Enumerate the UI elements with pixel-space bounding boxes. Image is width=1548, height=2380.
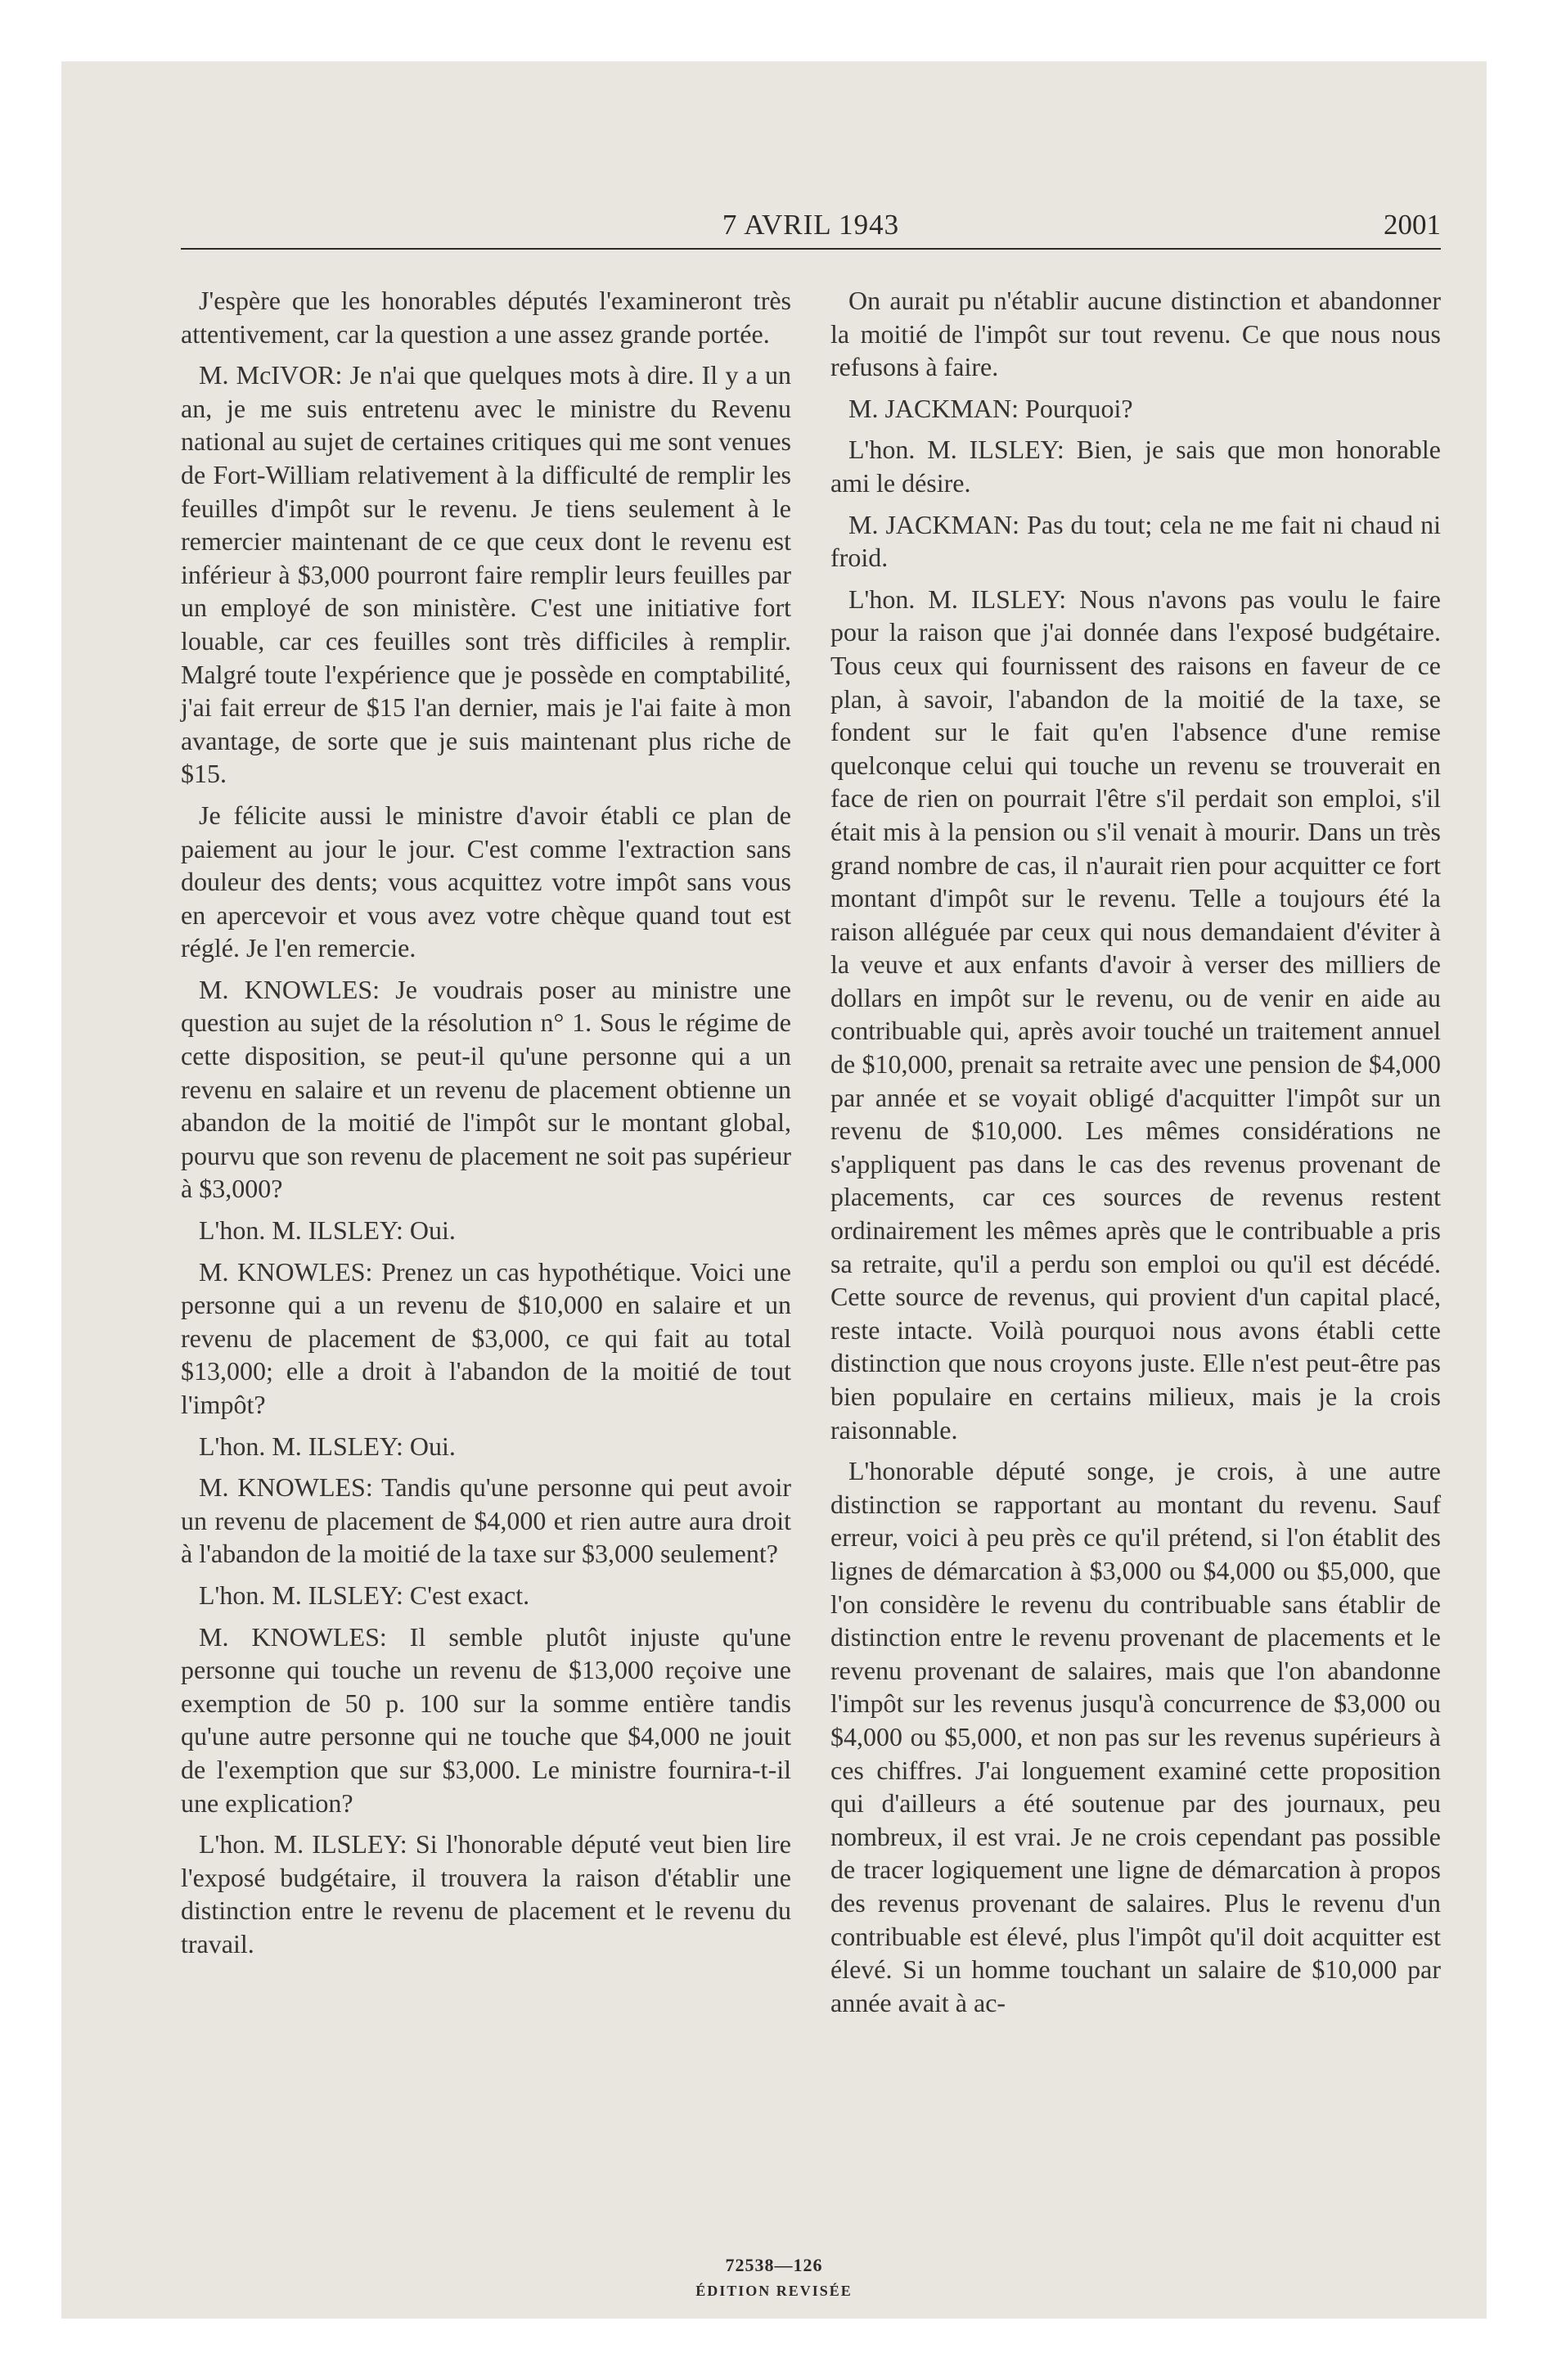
- paragraph: J'espère que les honorables députés l'examineront très attentivement, car la question a une assez grande portée.: [181, 286, 791, 349]
- paragraph: M. KNOWLES: Prenez un cas hypothétique. Voici une personne qui a un revenu de $10,000 en salaire et un revenu de placement de $3,000, ce qui fait au total $13,000; elle a droit à l'abandon de la moitié de tout l'impôt?: [181, 1256, 791, 1419]
- page-footer: [61, 2255, 1487, 2300]
- paragraph: L'hon. M. ILSLEY: Oui.: [199, 1215, 456, 1246]
- paragraph: M. JACKMAN: Pourquoi?: [848, 393, 1133, 423]
- paragraph: Je félicite aussi le ministre d'avoir établi ce plan de paiement au jour le jour. C'est comme l'extraction sans douleur des dents; vous acquittez votre impôt sans vous en apercevoir et vous avez votre chèque quand tout est réglé. Je l'en remercie.: [181, 800, 791, 963]
- paragraph: M. JACKMAN: Pas du tout; cela ne me fait ni chaud ni froid.: [830, 509, 1441, 573]
- paragraph: L'hon. M. ILSLEY: Si l'honorable député veut bien lire l'exposé budgétaire, il trouvera la raison d'établir une distinction entre le revenu de placement et le revenu du travail.: [181, 1829, 791, 1959]
- page-date: 7 AVRIL 1943: [722, 209, 900, 241]
- paragraph: M. KNOWLES: Tandis qu'une personne qui peut avoir un revenu de placement de $4,000 et rien autre aura droit à l'abandon de la moitié de la taxe sur $3,000 seulement?: [181, 1472, 791, 1569]
- edition-label: ÉDITION REVISÉE: [695, 2283, 853, 2299]
- paragraph: L'honorable député songe, je crois, à une autre distinction se rapportant au montant du revenu. Sauf erreur, voici à peu près ce qu'il prétend, si l'on établit des lignes de démarcation à $3,000 ou $4,000 ou $5,000, que l'on considère le revenu du contribuable sans établir de distinction entre le revenu provenant de placements et le revenu provenant de salaires, mais que l'on abandonne l'impôt sur les revenus jusqu'à concurrence de $3,000 ou $4,000 ou $5,000, et non pas sur les revenus supérieurs à ces chiffres. J'ai longuement examiné cette proposition qui d'ailleurs a été soutenue par des journaux, peu nombreux, il est vrai. Je ne crois cependant pas possible de tracer logiquement une ligne de démarcation à propos des revenus provenant de salaires. Plus le revenu d'un contribuable est élevé, plus l'impôt qu'il doit acquitter est élevé. Si un homme touchant un salaire de $10,000 par année avait à ac-: [830, 1456, 1441, 2017]
- paragraph: M. KNOWLES: Je voudrais poser au ministre une question au sujet de la résolution n° 1. Sous le régime de cette disposition, se peut-il qu'une personne qui a un revenu en salaire et un revenu de placement obtienne un abandon de la moitié de l'impôt sur le montant global, pourvu que son revenu de placement ne soit pas supérieur à $3,000?: [181, 974, 791, 1204]
- paragraph: L'hon. M. ILSLEY: Oui.: [199, 1431, 456, 1461]
- print-code: 72538—126: [725, 2255, 823, 2275]
- paragraph: L'hon. M. ILSLEY: C'est exact.: [199, 1580, 530, 1610]
- paragraph: M. McIVOR: Je n'ai que quelques mots à dire. Il y a un an, je me suis entretenu avec le ministre du Revenu national au sujet de certaines critiques qui me sont venues de Fort-William relativement à la difficulté de remplir les feuilles d'impôt sur le revenu. Je tiens seulement à le remercier maintenant de ce que ceux dont le revenu est inférieur à $3,000 pourront faire remplir leurs feuilles par un employé de son ministère. C'est une initiative fort louable, car ces feuilles sont très difficiles à remplir. Malgré toute l'expérience que je possède en comptabilité, j'ai fait erreur de $15 l'an dernier, mais je l'ai faite à mon avantage, de sorte que je suis maintenant plus riche de $15.: [181, 360, 791, 789]
- page-sheet: [61, 61, 1487, 2319]
- left-column: [181, 284, 791, 1969]
- paragraph: L'hon. M. ILSLEY: Bien, je sais que mon honorable ami le désire.: [830, 435, 1441, 498]
- paragraph: L'hon. M. ILSLEY: Nous n'avons pas voulu le faire pour la raison que j'ai donnée dans l'exposé budgétaire. Tous ceux qui fournissent des raisons en faveur de ce plan, à savoir, l'abandon de la moitié de la taxe, se fondent sur le fait qu'en l'absence d'une remise quelconque celui qui touche un revenu se trouverait en face de rien on pourrait l'être s'il perdait son emploi, s'il était mis à la pension ou s'il venait à mourir. Dans un très grand nombre de cas, il n'aurait rien pour acquitter ce fort montant d'impôt sur le revenu. Telle a toujours été la raison alléguée par ceux qui nous demandaient d'éviter à la veuve et aux enfants d'avoir à verser des milliers de dollars en impôt sur le revenu, ou de venir en aide au contribuable qui, après avoir touché un traitement annuel de $10,000, prenait sa retraite avec une pension de $4,000 par année et se voyait obligé d'acquitter l'impôt sur un revenu de $10,000. Les mêmes considérations ne s'appliquent pas dans le cas des revenus provenant de placements, car ces sources de revenus restent ordinairement les mêmes après que le contribuable a pris sa retraite, qu'il a perdu son emploi ou qu'il est décédé. Cette source de revenus, qui provient d'un capital placé, reste intacte. Voilà pourquoi nous avons établi cette distinction que nous croyons juste. Elle n'est peut-être pas bien populaire en certains milieux, mais je la crois raisonnable.: [830, 584, 1441, 1445]
- page-number: 2001: [1384, 209, 1441, 241]
- paragraph: On aurait pu n'établir aucune distinction et abandonner la moitié de l'impôt sur tout revenu. Ce que nous nous refusons à faire.: [830, 286, 1441, 382]
- right-column: [830, 284, 1441, 2027]
- page-header: [181, 199, 1441, 250]
- paragraph: M. KNOWLES: Il semble plutôt injuste qu'une personne qui touche un revenu de $13,000 reçoive une exemption de 50 p. 100 sur la somme entière tandis qu'une autre personne qui ne touche que $4,000 ne jouit de l'exemption que sur $3,000. Le ministre fournira-t-il une explication?: [181, 1621, 791, 1818]
